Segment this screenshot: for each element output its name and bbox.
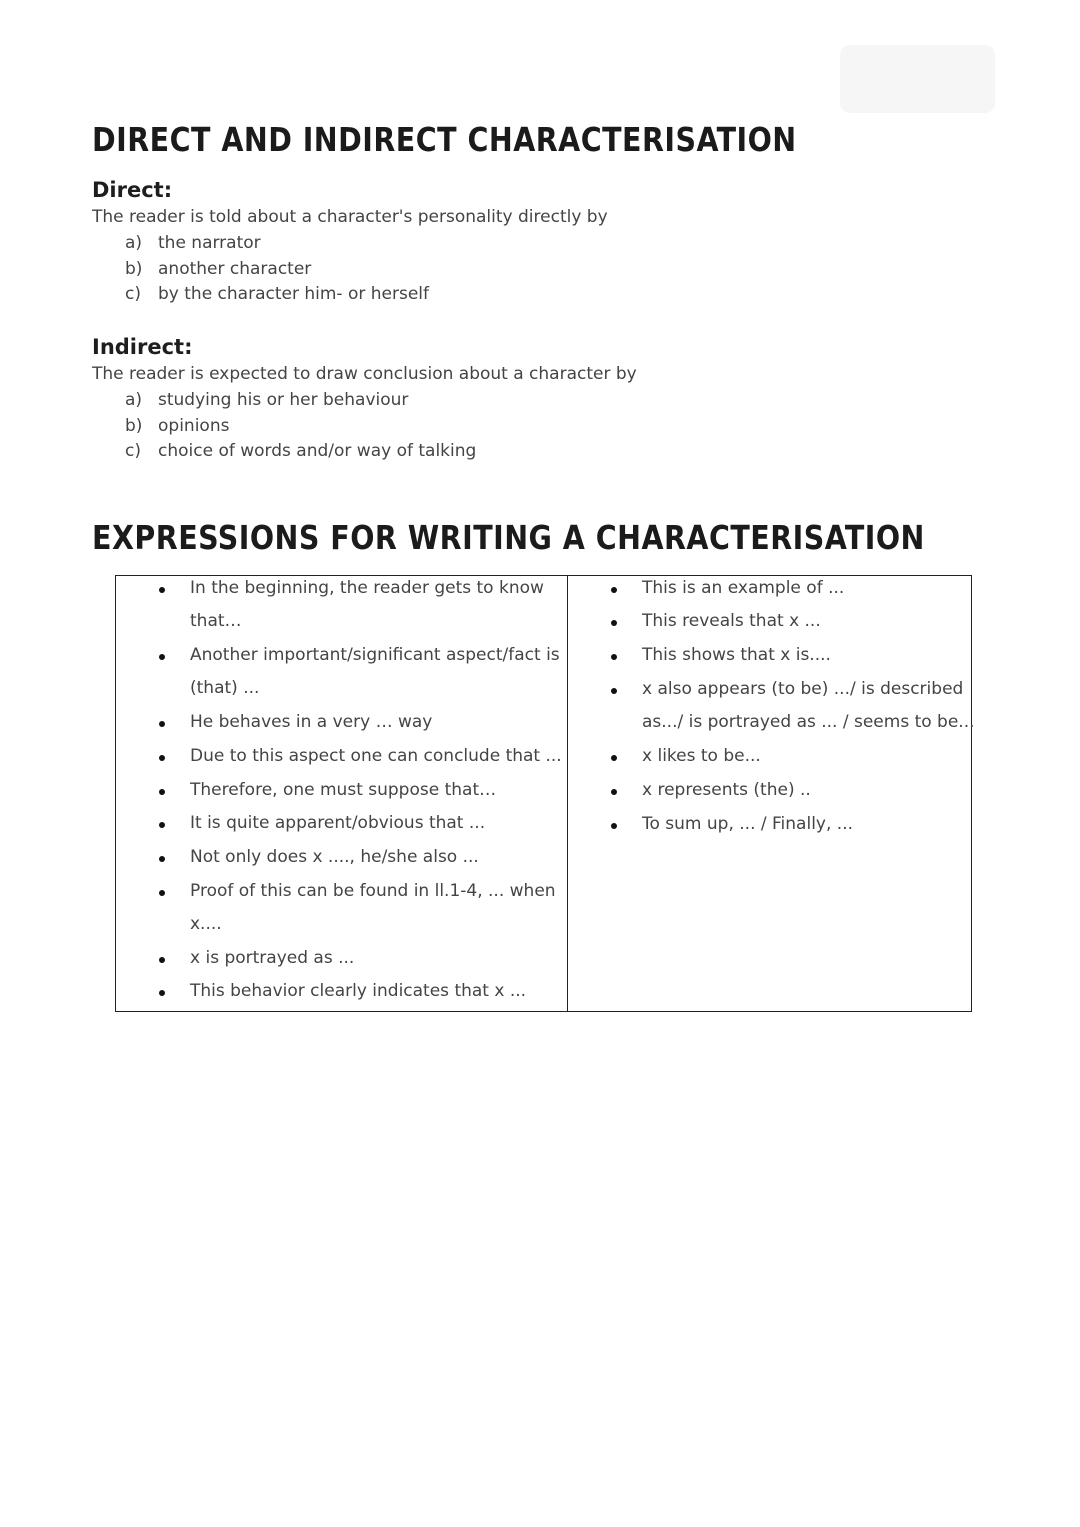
expression-text: x also appears (to be) .../ is described: [642, 679, 964, 699]
list-letter: c): [125, 441, 141, 461]
expression-line: [116, 811, 567, 845]
expression-line: [568, 710, 975, 744]
expression-line: [116, 744, 567, 778]
bullet-icon: [159, 856, 165, 862]
bullet-icon: [611, 688, 617, 694]
expression-line: [116, 576, 567, 610]
expression-line: [568, 677, 971, 711]
direct-list: [125, 233, 429, 310]
heading-expressions: EXPRESSIONS FOR WRITING A CHARACTERISATION: [92, 518, 925, 557]
bullet-icon: [611, 789, 617, 795]
list-letter: b): [125, 415, 143, 436]
expression-line: [568, 778, 971, 812]
expression-line: [568, 609, 971, 643]
expression-text: Not only does x ...., he/she also ...: [190, 847, 479, 867]
bullet-icon: [159, 822, 165, 828]
expression-text: Therefore, one must suppose that…: [190, 780, 497, 800]
list-text: studying his or her behaviour: [158, 390, 409, 410]
bullet-icon: [159, 890, 165, 896]
list-letter: a): [125, 390, 143, 410]
list-text: another character: [158, 258, 312, 279]
expression-line: [116, 676, 567, 710]
expression-text: In the beginning, the reader gets to know: [190, 578, 544, 598]
list-text: choice of words and/or way of talking: [158, 441, 477, 461]
expression-text: x....: [190, 914, 222, 934]
direct-description: The reader is told about a character's personality directly by: [92, 207, 608, 227]
expression-line: [568, 812, 971, 846]
expressions-right-column: [568, 576, 975, 1011]
expression-text: To sum up, ... / Finally, ...: [642, 814, 853, 834]
expression-text: Proof of this can be found in ll.1-4, ... when: [190, 881, 556, 901]
bullet-icon: [159, 654, 165, 660]
expression-line: [116, 845, 567, 879]
expressions-left-column: [116, 576, 568, 1011]
expression-text: This behavior clearly indicates that x ...: [190, 981, 527, 1001]
expression-line: [568, 576, 971, 610]
expression-text: This is an example of ...: [642, 578, 845, 598]
expression-text: that…: [190, 611, 242, 631]
expression-line: [116, 778, 567, 812]
bullet-icon: [159, 957, 165, 963]
bullet-icon: [611, 823, 617, 829]
bullet-icon: [611, 587, 617, 593]
expression-line: [116, 879, 567, 913]
expression-text: He behaves in a very … way: [190, 712, 433, 732]
expression-text: This shows that x is....: [642, 645, 831, 665]
bullet-icon: [159, 587, 165, 593]
expression-text: Another important/significant aspect/fact is: [190, 645, 560, 665]
expressions-table: [115, 575, 975, 1012]
list-item: [125, 233, 429, 259]
heading-direct-indirect: DIRECT AND INDIRECT CHARACTERISATION: [92, 120, 797, 159]
list-item: [125, 390, 476, 416]
expression-line: [116, 946, 567, 980]
expression-text: This reveals that x ...: [642, 611, 821, 631]
expression-line: [116, 912, 567, 946]
bullet-icon: [611, 654, 617, 660]
bullet-icon: [611, 755, 617, 761]
bullet-icon: [159, 789, 165, 795]
list-letter: a): [125, 233, 143, 253]
expression-text: x is portrayed as ...: [190, 948, 355, 968]
expression-line: [116, 643, 567, 677]
direct-title: Direct:: [92, 178, 173, 202]
list-text: by the character him- or herself: [158, 284, 430, 304]
list-item: [125, 441, 476, 467]
expression-text: as.../ is portrayed as ... / seems to be...: [642, 712, 975, 732]
expression-text: It is quite apparent/obvious that ...: [190, 813, 486, 833]
expression-line: [116, 979, 567, 1013]
expression-text: Due to this aspect one can conclude that ...: [190, 746, 562, 766]
list-item: [125, 284, 429, 310]
list-text: the narrator: [158, 233, 261, 253]
list-item: [125, 259, 429, 285]
expression-text: x likes to be...: [642, 746, 761, 766]
bullet-icon: [159, 721, 165, 727]
expression-line: [568, 744, 971, 778]
list-item: [125, 416, 476, 442]
indirect-title: Indirect:: [92, 335, 193, 359]
corner-smudge: [840, 45, 995, 113]
bullet-icon: [611, 620, 617, 626]
indirect-list: [125, 390, 476, 467]
expression-line: [116, 609, 567, 643]
bullet-icon: [159, 755, 165, 761]
expression-line: [568, 643, 971, 677]
list-text: opinions: [158, 415, 230, 436]
expression-line: [116, 710, 567, 744]
list-letter: b): [125, 258, 143, 279]
bullet-icon: [159, 990, 165, 996]
expression-text: x represents (the) ..: [642, 780, 811, 800]
indirect-description: The reader is expected to draw conclusion about a character by: [92, 364, 637, 384]
expression-text: (that) ...: [190, 678, 260, 698]
list-letter: c): [125, 284, 141, 304]
